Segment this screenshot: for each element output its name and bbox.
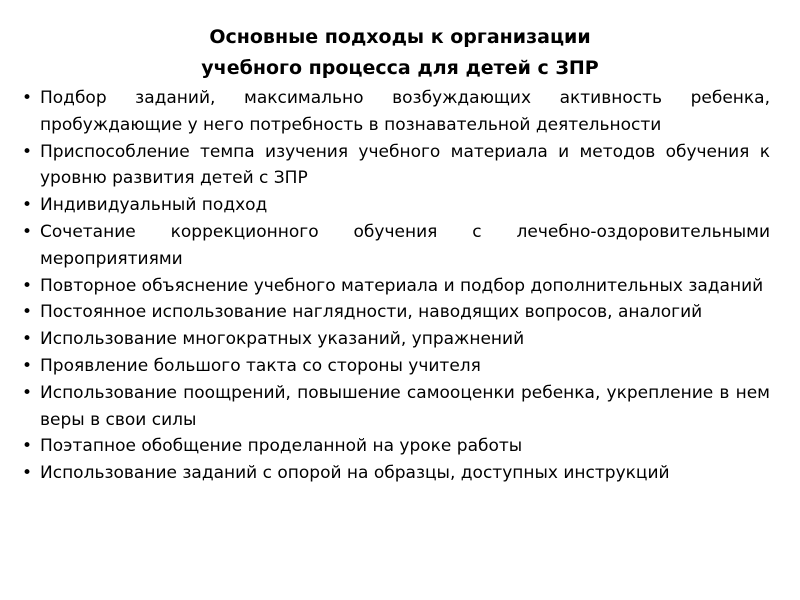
list-item-text: Повторное объяснение учебного материала и подбор дополнительных заданий xyxy=(40,275,764,296)
bullet-icon: • xyxy=(22,302,33,323)
bullet-icon: • xyxy=(22,275,33,296)
list-item xyxy=(22,85,770,139)
bullet-icon: • xyxy=(22,195,33,216)
list-item xyxy=(22,433,770,460)
list-item-text: Индивидуальный подход xyxy=(40,195,268,216)
slide-title xyxy=(150,22,650,84)
bullet-list xyxy=(22,85,770,487)
list-item xyxy=(22,273,770,300)
list-item-text: Подбор заданий, максимально возбуждающих активность ребенка, пробуждающие у него потребность в познавательной деятельности xyxy=(40,88,770,135)
list-item xyxy=(22,353,770,380)
list-item xyxy=(22,460,770,487)
list-item xyxy=(22,299,770,326)
title-line-2: учебного процесса для детей с ЗПР xyxy=(201,57,599,79)
list-item xyxy=(22,380,770,434)
bullet-icon: • xyxy=(22,463,33,484)
list-item-text: Сочетание коррекционного обучения с лечебно-оздоровительными мероприятиями xyxy=(40,221,770,269)
list-item xyxy=(22,326,770,353)
list-item-text: Использование поощрений, повышение самооценки ребенка, укрепление в нем веры в свои силы xyxy=(40,382,770,430)
list-item-text: Использование многократных указаний, упражнений xyxy=(40,329,525,350)
bullet-icon: • xyxy=(22,141,33,162)
list-item-text: Использование заданий с опорой на образцы, доступных инструкций xyxy=(40,463,670,484)
bullet-icon: • xyxy=(22,382,33,403)
list-item xyxy=(22,219,770,273)
list-item xyxy=(22,192,770,219)
bullet-icon: • xyxy=(22,329,33,350)
list-item-text: Постоянное использование наглядности, наводящих вопросов, аналогий xyxy=(40,302,703,323)
list-item-text: Проявление большого такта со стороны учителя xyxy=(40,355,481,376)
title-line-1: Основные подходы к организации xyxy=(209,26,591,48)
bullet-icon: • xyxy=(22,355,33,376)
list-item-text: Поэтапное обобщение проделанной на уроке работы xyxy=(40,436,523,457)
bullet-icon: • xyxy=(22,221,33,242)
bullet-icon: • xyxy=(22,436,33,457)
list-item-text: Приспособление темпа изучения учебного материала и методов обучения к уровню развития детей с ЗПР xyxy=(40,141,770,189)
list-item xyxy=(22,139,770,193)
bullet-icon: • xyxy=(22,88,33,108)
